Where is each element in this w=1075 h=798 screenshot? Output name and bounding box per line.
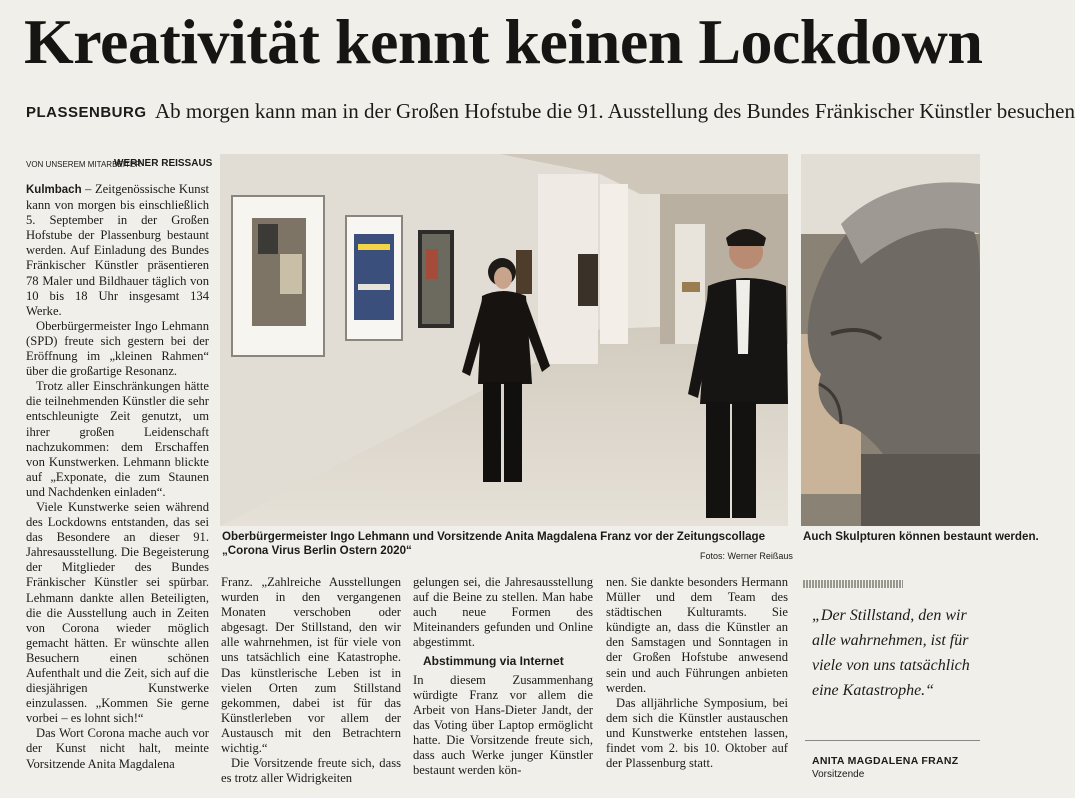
section-subheading: Abstimmung via Internet [423, 654, 564, 669]
dateline: Kulmbach [26, 184, 82, 196]
paragraph: gelungen sei, die Jahresausstellung auf die Beine zu stellen. Man habe auch neue Formen des Miteinanders gefunden und Online abgestimmt. [413, 575, 593, 650]
paragraph: Die Vorsitzende freute sich, dass es trotz aller Widrigkeiten [221, 756, 401, 786]
pullquote-author: ANITA MAGDALENA FRANZ [812, 755, 959, 767]
kicker: PLASSENBURG [26, 104, 147, 121]
article-column-4 [606, 575, 788, 771]
paragraph: Viele Kunstwerke seien während des Lockdowns entstanden, das sei das Besondere an dieser 91. Jahresausstellung. Die Begeisterung der Mitglieder des Bundes Fränkischer Künstler sei spürbar. Lehmann dankte allen Beteiligten, die die Ausstellung auch in Zeiten von Corona wieder möglich gemacht hätten. Er wünschte allen Besuchern einen schönen Aufenthalt und die Zeit, sich auf die diesjährigen Kunstwerke einzulassen. „Kommen Sie gerne vorbei – es lohnt sich!“ [26, 499, 209, 726]
article-column-1 [26, 182, 209, 772]
byline-author: WERNER REISSAUS [114, 158, 213, 169]
sculpture-photo [801, 154, 980, 526]
exhibition-photo [220, 154, 788, 526]
paragraph: Das alljährliche Symposium, bei dem sich die Künstler austauschen und Kunstwerke entstehen lassen, findet vom 2. bis 10. Oktober auf der Plassenburg statt. [606, 695, 788, 771]
pullquote-text: „Der Stillstand, den wir alle wahrnehmen, ist für viele von uns tatsächlich eine Katastrophe.“ [812, 607, 970, 699]
pullquote-role: Vorsitzende [812, 769, 865, 780]
sculpture-image [801, 154, 980, 526]
paragraph: In diesem Zusammenhang würdigte Franz vor allem die Arbeit von Hans-Dieter Jandt, der das Voting über Laptop ermöglicht hatte. Die Vorsitzende freute sich, dass auch Werke junger Künstler bestaunt werden kön- [413, 672, 593, 778]
paragraph: Das Wort Corona mache auch vor der Kunst nicht halt, meinte Vorsitzende Anita Magdalena [26, 726, 209, 771]
pullquote-divider [803, 580, 903, 588]
photo-credit: Fotos: Werner Reißaus [700, 551, 793, 561]
pullquote-rule [805, 740, 980, 741]
byline-prefix: VON UNSEREM MITARBEITER [26, 160, 141, 169]
paragraph: Trotz aller Einschränkungen hätte die teilnehmenden Künstler die sehr entschleunigte Zeit genutzt, um ihrer großen Leidenschaft nachzukommen: dem Erschaffen von Kunstwerken. Lehmann blickte auf „Exponate, die zum Staunen und Nachdenken einladen“. [26, 379, 209, 499]
exhibition-scene-image [220, 154, 788, 526]
article-column-3 [413, 575, 593, 778]
paragraph: Kulmbach – Zeitgenössische Kunst kann von morgen bis einschließlich 5. September in der Großen Hofstube der Plassenburg bestaunt werden. Auf Einladung des Bundes Fränkischer Künstler präsentieren 78 Maler und Bildhauer täglich von 10 bis 18 Uhr insgesamt 134 Werke. [26, 182, 209, 318]
photo-caption: Oberbürgermeister Ingo Lehmann und Vorsitzende Anita Magdalena Franz vor der Zeitungscollage „Corona Virus Berlin Ostern 2020“ [222, 530, 766, 557]
headline: Kreativität kennt keinen Lockdown [24, 6, 983, 77]
article-column-2 [221, 575, 401, 786]
paragraph: Franz. „Zahlreiche Ausstellungen wurden in den vergangenen Monaten verschoben oder abgesagt. Der Stillstand, den wir alle wahrnehmen, ist für viele von uns tatsächlich eine Katastrophe. Das künstlerische Leben ist in vielen Orten zum Stillstand gekommen, dabei ist für das Künstlerleben vor allem der Austausch mit den Betrachtern wichtig.“ [221, 575, 401, 756]
subheadline: Ab morgen kann man in der Großen Hofstube die 91. Ausstellung des Bundes Fränkischer Künstler besuchen [155, 99, 1075, 123]
paragraph: Oberbürgermeister Ingo Lehmann (SPD) freute sich gestern bei der Eröffnung im „kleinen Rahmen“ über die großartige Resonanz. [26, 318, 209, 379]
paragraph: nen. Sie dankte besonders Hermann Müller und dem Team des städtischen Kulturamts. Sie kündigte an, dass die Künstler an den Samstagen und Sonntagen in der Großen Hofstube anwesend sein und auch Führungen anbieten werden. [606, 575, 788, 695]
sculpture-caption: Auch Skulpturen können bestaunt werden. [803, 530, 1039, 543]
